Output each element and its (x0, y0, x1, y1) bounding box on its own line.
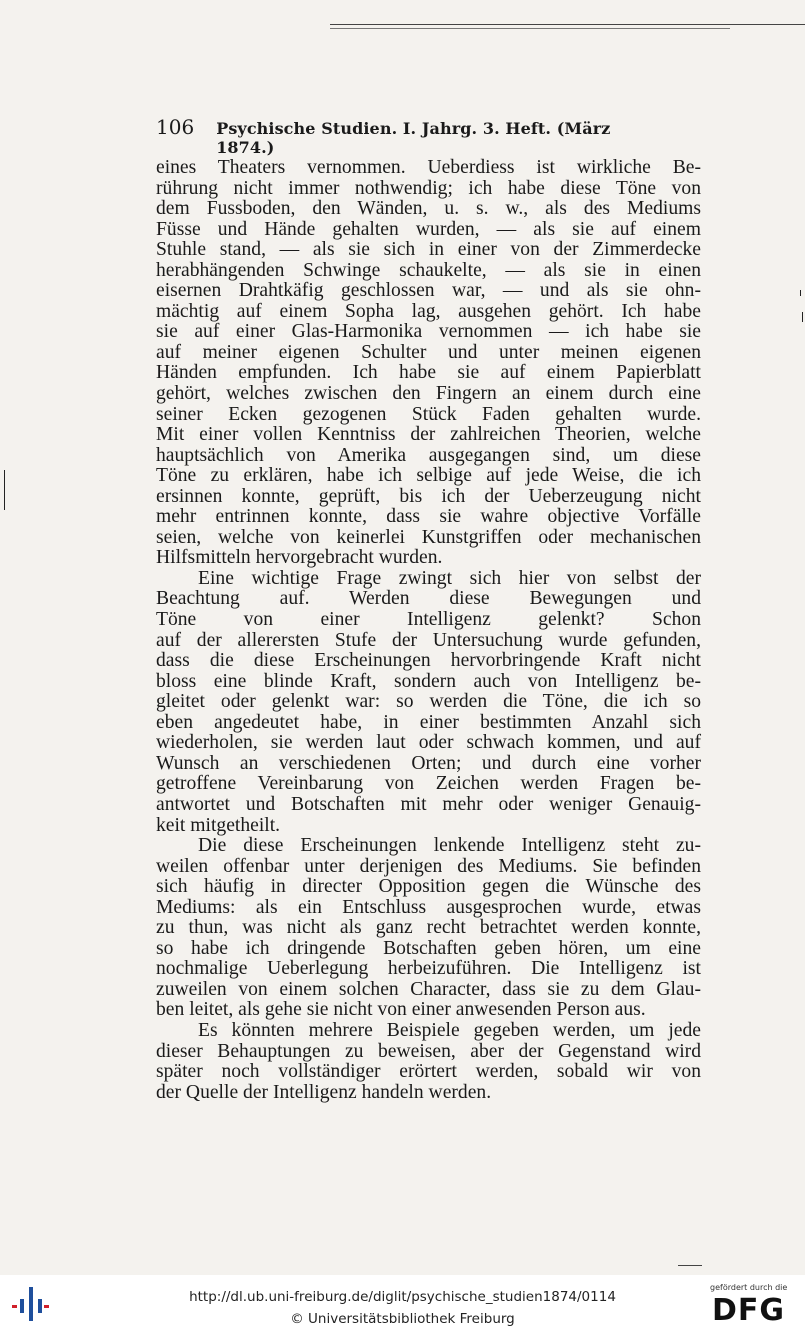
text-line: Die diese Erscheinungen lenkende Intelligenz steht zu- (198, 835, 701, 857)
text-line: nochmalige Ueberlegung herbeizuführen. Die Intelligenz ist (156, 958, 701, 980)
text-line: Töne zu erklären, habe ich selbige auf jede Weise, die ich (156, 465, 701, 487)
text-line: Wunsch an verschiedenen Orten; und durch eine vorher (156, 752, 701, 774)
text-line: Es könnten mehrere Beispiele gegeben werden, um jede (198, 1019, 701, 1041)
text-line: ersinnen konnte, geprüft, bis ich der Ueberzeugung nicht (156, 485, 701, 507)
text-line: Mit einer vollen Kenntniss der zahlreichen Theorien, welche (156, 424, 701, 446)
text-line: dass die diese Erscheinungen hervorbringende Kraft nicht (156, 650, 701, 672)
text-line: keit mitgetheilt. (156, 814, 281, 836)
dfg-logo: DFG (712, 1293, 786, 1328)
text-line: dem Fussboden, den Wänden, u. s. w., als des Mediums (156, 198, 701, 220)
text-line: eines Theaters vernommen. Ueberdiess ist wirkliche Be- (156, 157, 701, 178)
scan-margin-mark (4, 470, 5, 510)
text-line: mehr entrinnen konnte, dass sie wahre objective Vorfälle (156, 506, 701, 528)
bottom-short-rule (678, 1265, 702, 1266)
text-line: antwortet und Botschaften mit mehr oder weniger Genauig- (156, 793, 701, 815)
text-line: getroffene Vereinbarung von Zeichen werden Fragen be- (156, 773, 701, 795)
body-text (156, 158, 701, 1103)
scan-margin-mark (800, 290, 801, 296)
running-head: Psychische Studien. I. Jahrg. 3. Heft. (März 1874.) (216, 119, 611, 157)
paragraph-2 (156, 569, 701, 836)
text-line: mächtig auf einem Sopha lag, ausgehen gehört. Ich habe (156, 300, 701, 322)
text-line: sie auf einer Glas-Harmonika vernommen — ich habe sie (156, 321, 701, 343)
paragraph-1 (156, 158, 701, 569)
text-line: weilen offenbar unter derjenigen des Mediums. Sie befinden (156, 855, 701, 877)
text-line: bloss eine blinde Kraft, sondern auch von Intelligenz be- (156, 670, 701, 692)
text-line: wiederholen, sie werden laut oder schwach kommen, und auf (156, 732, 701, 754)
page-number: 106 (156, 115, 195, 139)
text-line: seiner Ecken gezogenen Stück Faden gehalten wurde. (156, 403, 701, 425)
text-line: auf der allerersten Stufe der Untersuchung wurde gefunden, (156, 629, 701, 651)
text-line: Eine wichtige Frage zwingt sich hier von selbst der (198, 567, 701, 589)
text-line: herabhängenden Schwinge schaukelte, — als sie in einen (156, 259, 701, 281)
scan-margin-mark (802, 312, 803, 322)
text-line: rührung nicht immer nothwendig; ich habe diese Töne von (156, 177, 701, 199)
text-line: Mediums: als ein Entschluss ausgesprochen wurde, etwas (156, 896, 701, 918)
footer-bar (0, 1275, 805, 1333)
text-line: eisernen Drahtkäfig geschlossen war, — und als sie ohn- (156, 280, 701, 302)
dfg-caption: gefördert durch die (710, 1283, 788, 1292)
source-url-link[interactable]: http://dl.ub.uni-freiburg.de/diglit/psychische_studien1874/0114 (189, 1289, 616, 1305)
text-line: Stuhle stand, — als sie sich in einer von der Zimmerdecke (156, 239, 701, 261)
paragraph-4 (156, 1021, 701, 1103)
paragraph-3 (156, 836, 701, 1021)
top-rule (330, 24, 805, 25)
text-line: eben angedeutet habe, in einer bestimmten Anzahl sich (156, 711, 701, 733)
text-line: gehört, welches zwischen den Fingern an einem durch eine (156, 383, 701, 405)
text-line: hauptsächlich von Amerika ausgegangen sind, um diese (156, 444, 701, 466)
text-line: zuweilen von einem solchen Character, dass sie zu dem Glau- (156, 978, 701, 1000)
text-line: später noch vollständiger erörtert werden, sobald wir von (156, 1061, 701, 1083)
text-line: auf meiner eigenen Schulter und unter meinen eigenen (156, 341, 701, 363)
top-rule-secondary (330, 28, 730, 29)
text-line: seien, welche von keinerlei Kunstgriffen oder mechanischen (156, 526, 701, 548)
text-line: Hilfsmitteln hervorgebracht wurden. (156, 547, 443, 569)
text-line: der Quelle der Intelligenz handeln werden. (156, 1081, 492, 1103)
page-header (156, 115, 646, 157)
text-line: Füsse und Hände gehalten wurden, — als sie auf einem (156, 218, 701, 240)
text-line: sich häufig in directer Opposition gegen die Wünsche des (156, 876, 701, 898)
text-line: Händen empfunden. Ich habe sie auf einem Papierblatt (156, 362, 701, 384)
text-line: ben leitet, als gehe sie nicht von einer anwesenden Person aus. (156, 999, 646, 1021)
text-line: dieser Behauptungen zu beweisen, aber der Gegenstand wird (156, 1040, 701, 1062)
text-line: so habe ich dringende Botschaften geben hören, um eine (156, 937, 701, 959)
copyright-text: © Universitätsbibliothek Freiburg (290, 1311, 515, 1327)
text-line: gleitet oder gelenkt war: so werden die Töne, die ich so (156, 691, 701, 713)
text-line: Beachtung auf. Werden diese Bewegungen und (156, 588, 701, 610)
text-line: Töne von einer Intelligenz gelenkt? Schon (156, 609, 701, 631)
text-line: zu thun, was nicht als ganz recht betrachtet werden konnte, (156, 917, 701, 939)
